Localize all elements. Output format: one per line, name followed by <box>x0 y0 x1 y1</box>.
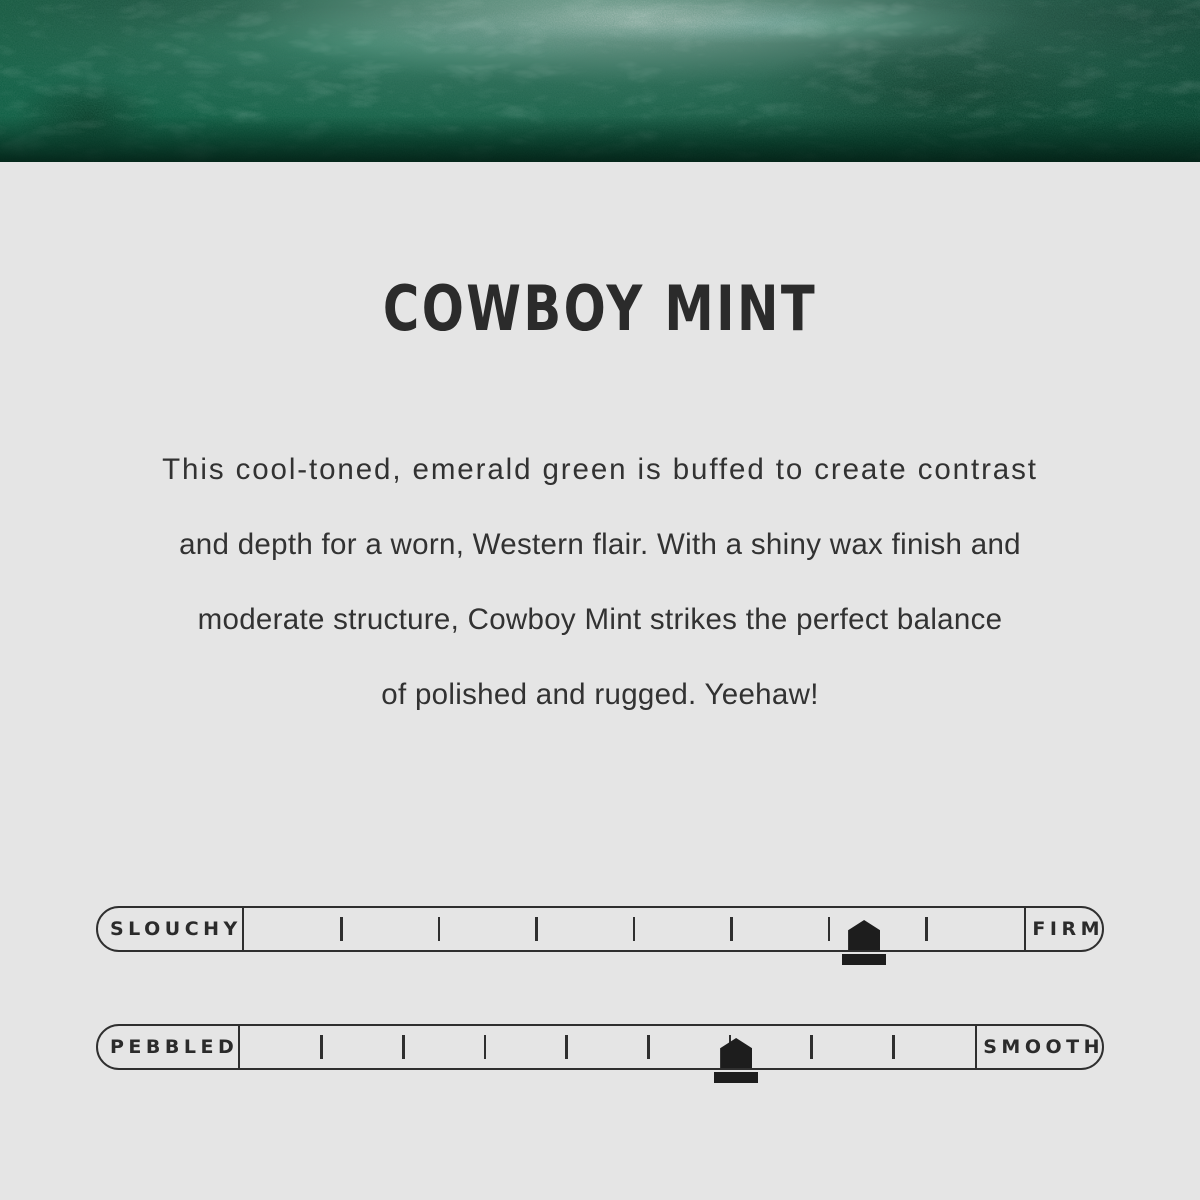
slider-tick <box>892 1035 895 1059</box>
slider-tick <box>565 1035 568 1059</box>
slider-thumb[interactable] <box>714 1038 758 1090</box>
slider-tick <box>810 1035 813 1059</box>
description-line-2: and depth for a worn, Western flair. With a shiny wax finish and <box>179 528 1021 561</box>
description-line-1: This cool-toned, emerald green is buffed to create contrast <box>162 453 1038 486</box>
slider-tick <box>828 917 831 941</box>
slider-right-label: FIRM <box>1024 906 1104 952</box>
slider-tick <box>535 917 538 941</box>
slider-tick <box>647 1035 650 1059</box>
slider-tick <box>925 917 928 941</box>
slider-thumb-base <box>842 954 886 965</box>
description-line-3: moderate structure, Cowboy Mint strikes the perfect balance <box>197 603 1003 636</box>
slider-thumb-pin-icon <box>720 1038 752 1068</box>
page-title: COWBOY MINT <box>382 272 818 345</box>
description-line-4: of polished and rugged. Yeehaw! <box>381 678 819 711</box>
slider-tick <box>402 1035 405 1059</box>
slider-texture[interactable] <box>96 1024 1104 1070</box>
slider-left-label: SLOUCHY <box>96 906 244 952</box>
slider-thumb-pin-icon <box>848 920 880 950</box>
slider-tick <box>633 917 636 941</box>
slider-left-label: PEBBLED <box>96 1024 240 1070</box>
slider-thumb[interactable] <box>842 920 886 972</box>
slider-tick <box>340 917 343 941</box>
slider-track[interactable] <box>96 906 1104 952</box>
leather-swatch-image <box>0 0 1200 162</box>
slider-track[interactable] <box>96 1024 1104 1070</box>
swatch-bottom-shadow <box>0 116 1200 162</box>
slider-tick <box>730 917 733 941</box>
slider-thumb-base <box>714 1072 758 1083</box>
slider-right-label: SMOOTH <box>975 1024 1104 1070</box>
slider-tick <box>320 1035 323 1059</box>
slider-tick <box>484 1035 487 1059</box>
slider-tick <box>438 917 441 941</box>
description-text <box>112 432 1088 732</box>
slider-firmness[interactable] <box>96 906 1104 952</box>
